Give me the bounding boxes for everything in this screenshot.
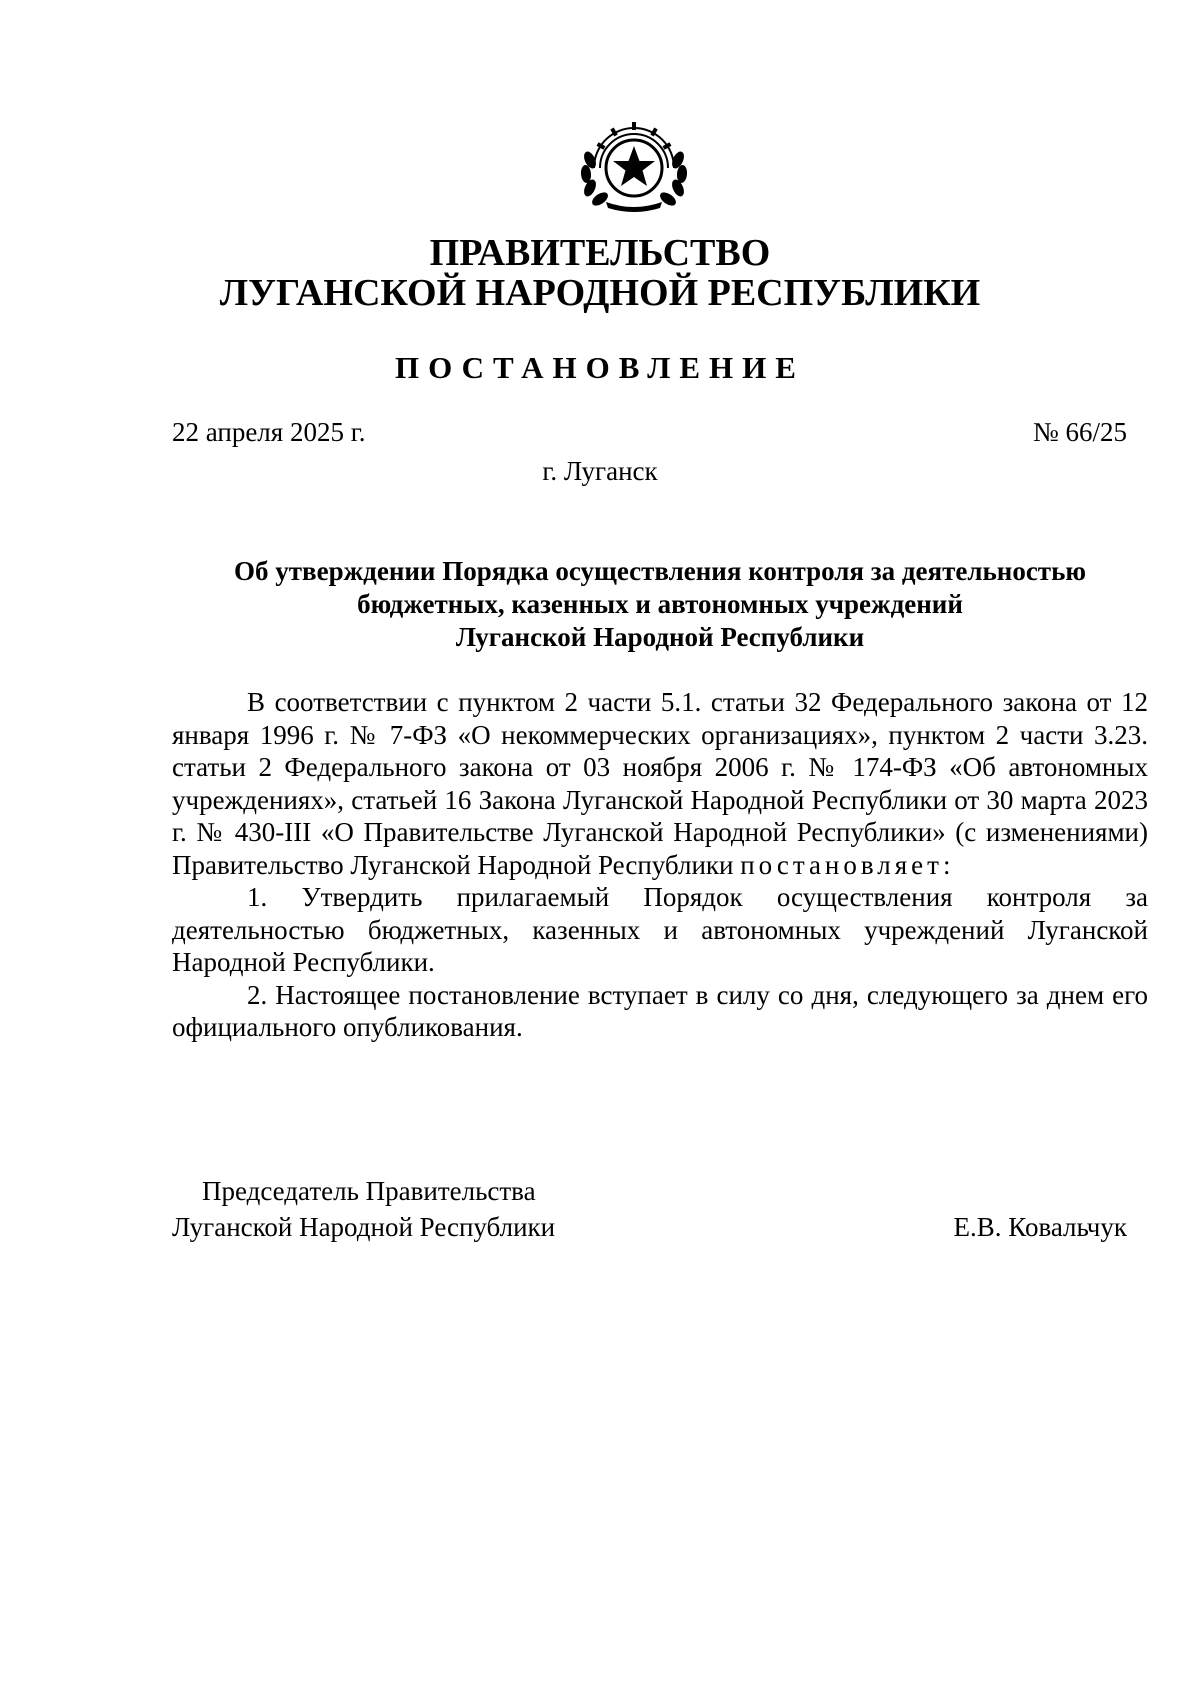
document-number: № 66/25: [1032, 417, 1127, 447]
coat-of-arms-icon: [572, 110, 696, 214]
decree-word: постановляет:: [740, 849, 955, 880]
org-title-line1: ПРАВИТЕЛЬСТВО: [429, 232, 771, 274]
document-body: [172, 686, 1148, 1044]
org-title-line2: ЛУГАНСКОЙ НАРОДНОЙ РЕСПУБЛИКИ: [219, 272, 981, 314]
signatory-name: Е.В. Ковальчук: [953, 1212, 1127, 1242]
subject-line1: Об утверждении Порядка осуществления контроля за деятельностью: [234, 556, 1086, 586]
item-1-paragraph: 1. Утвердить прилагаемый Порядок осуществления контроля за деятельностью бюджетных, казенных и автономных учреждений Луганской Народной Республики.: [172, 882, 1148, 977]
signatory-position-line2: Луганской Народной Республики: [172, 1212, 556, 1242]
subject-line2: бюджетных, казенных и автономных учреждений: [357, 589, 963, 619]
preamble-text: В соответствии с пунктом 2 части 5.1. статьи 32 Федерального закона от 12 января 1996 г. № 7-ФЗ «О некоммерческих организациях», пунктом 2 части 3.23. статьи 2 Федерального закона от 03 ноября 2006 г. № 174-ФЗ «Об автономных учреждениях», статьей 16 Закона Луганской Народной Республики от 30 марта 2023 г. № 430-III «О Правительстве Луганской Народной Республики» (с изменениями) Правительство Луганской Народной Республики: [172, 687, 1148, 880]
item-2-paragraph: 2. Настоящее постановление вступает в силу со дня, следующего за днем его официального опубликования.: [172, 979, 1148, 1042]
document-city: г. Луганск: [542, 456, 658, 486]
document-type: ПОСТАНОВЛЕНИЕ: [395, 350, 805, 385]
document-date: 22 апреля 2025 г.: [172, 417, 366, 447]
subject-line3: Луганской Народной Республики: [455, 622, 865, 652]
signatory-position-line1: Председатель Правительства: [202, 1176, 536, 1206]
preamble-paragraph: [172, 686, 1148, 881]
